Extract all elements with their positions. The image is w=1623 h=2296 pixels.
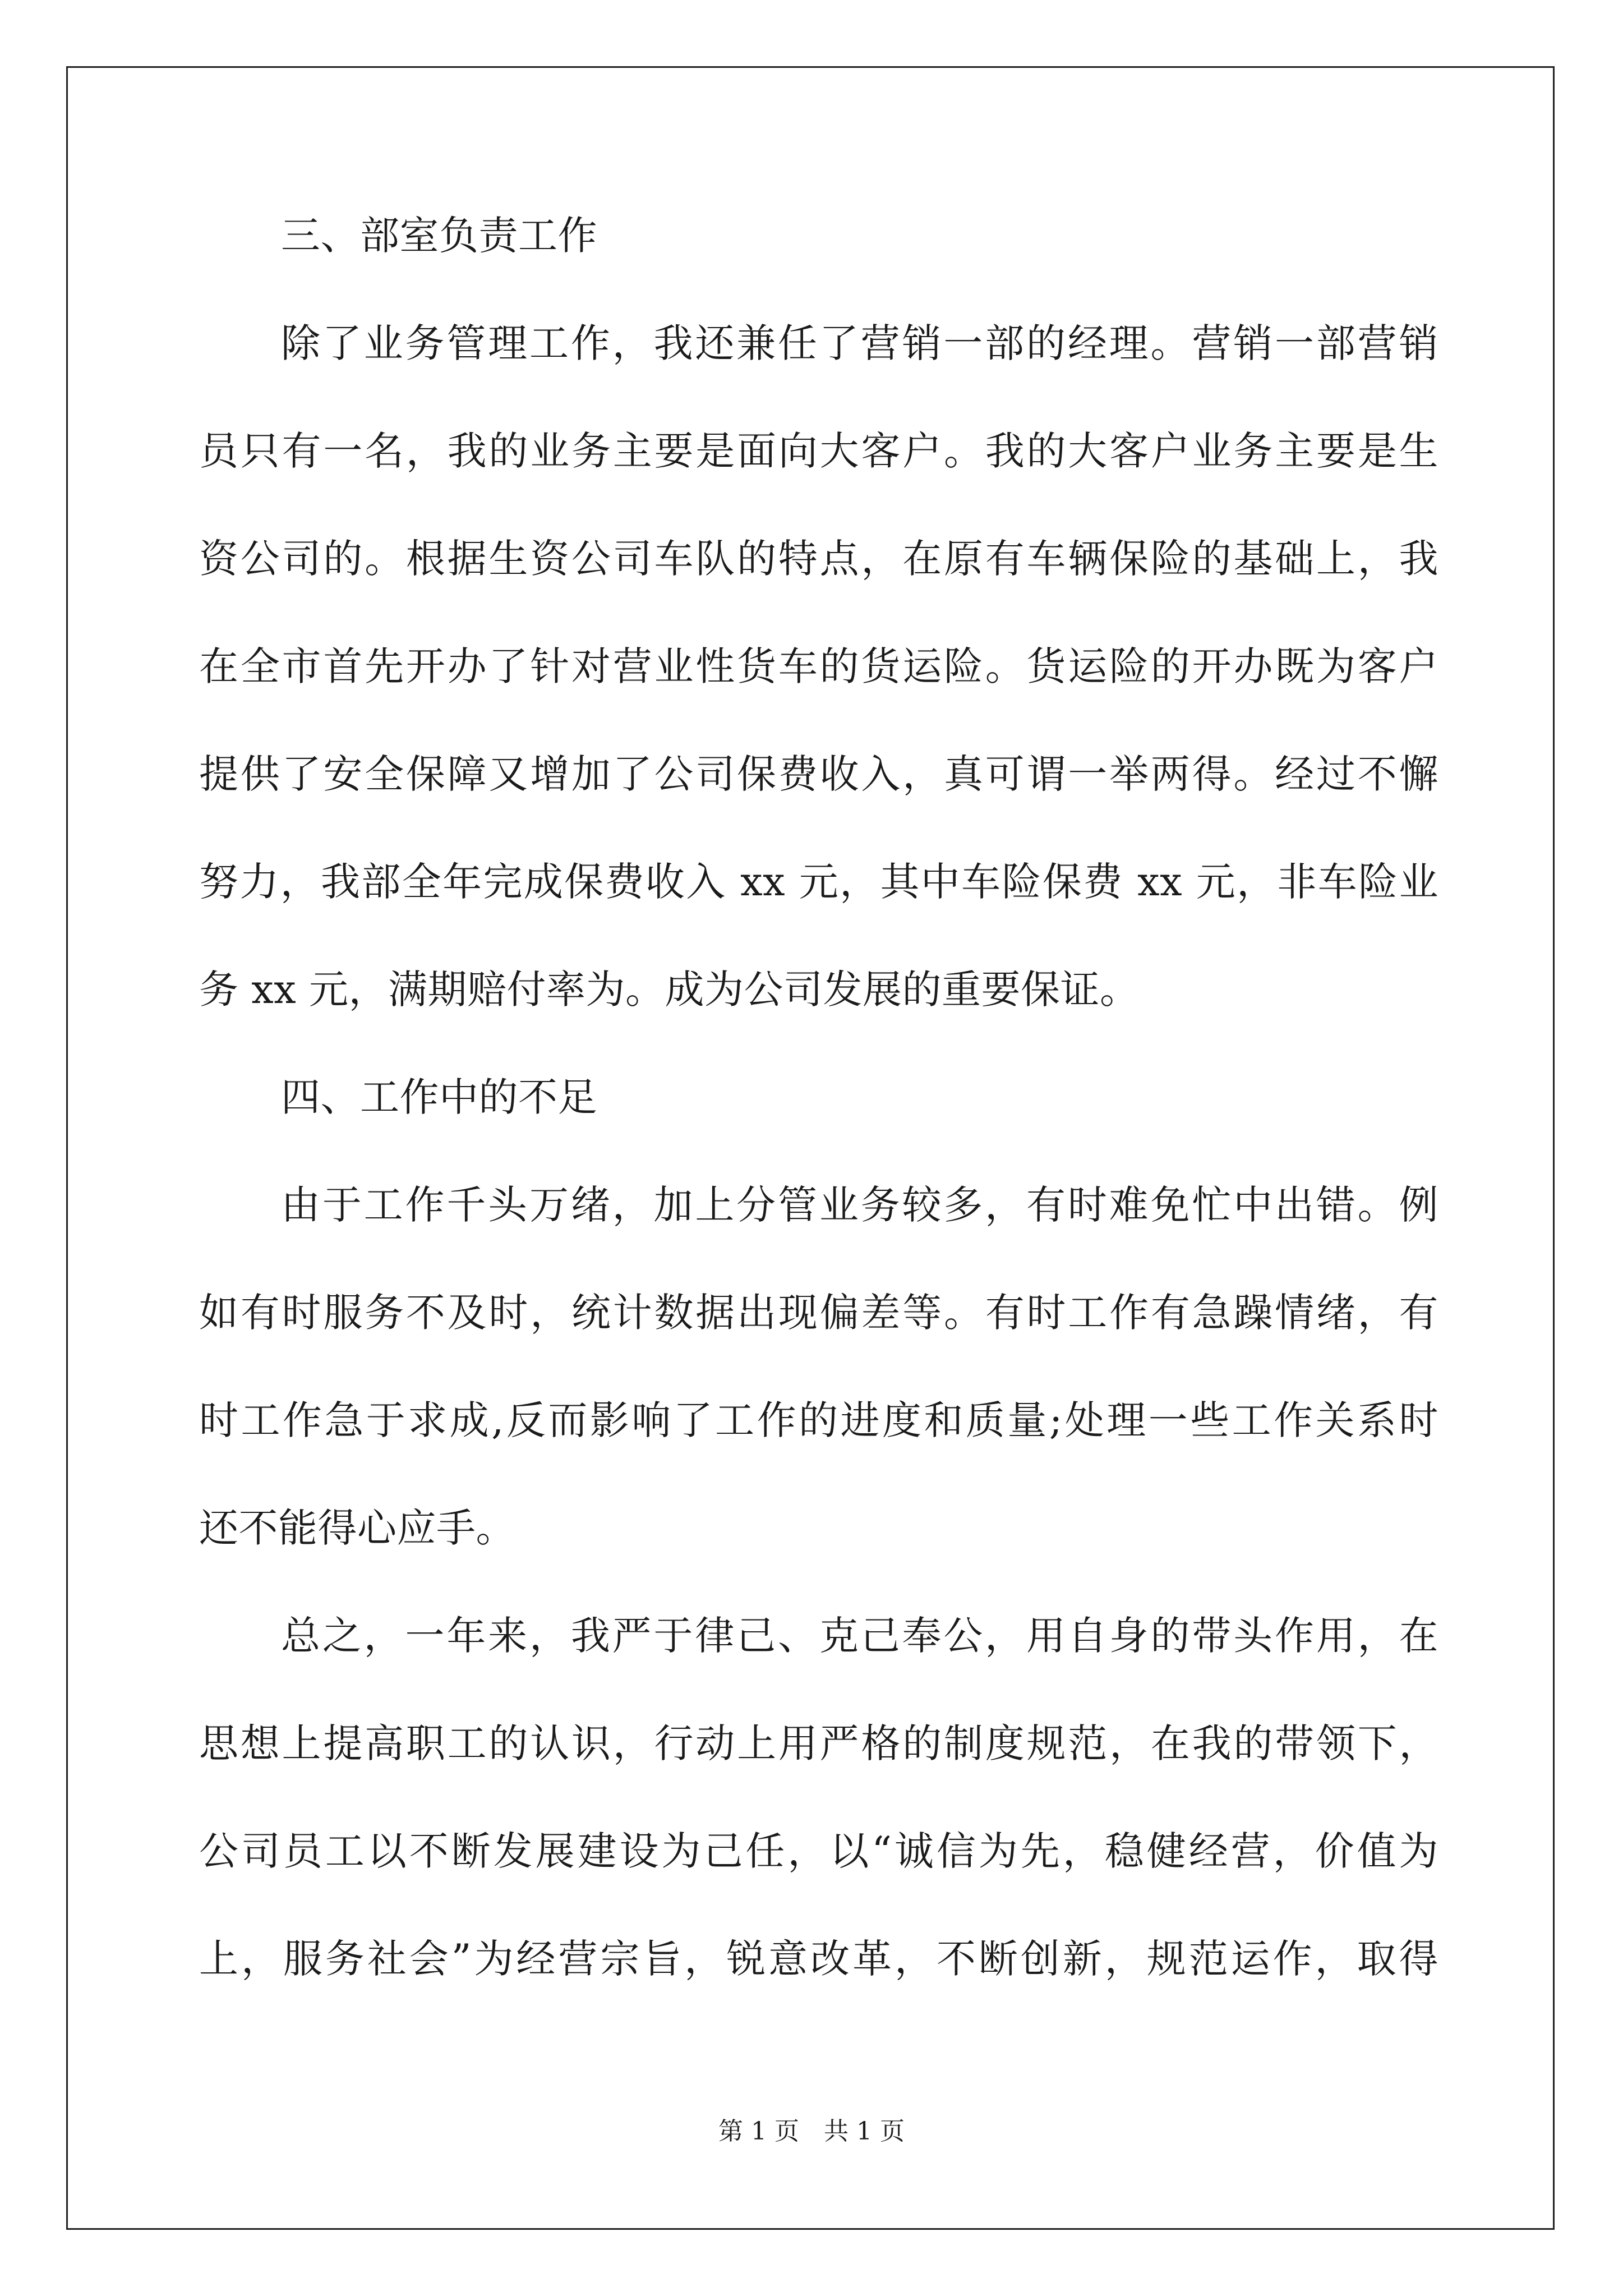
paragraph-line: 在全市首先开办了针对营业性货车的货运险。货运险的开办既为客户 — [199, 643, 1438, 689]
page-footer — [0, 2115, 1623, 2148]
paragraph-line: 由于工作千头万绪，加上分管业务较多，有时难免忙中出错。例 — [281, 1182, 1438, 1228]
paragraph-line: 如有时服务不及时，统计数据出现偏差等。有时工作有急躁情绪，有 — [199, 1290, 1438, 1336]
paragraph-line: 除了业务管理工作，我还兼任了营销一部的经理。营销一部营销 — [281, 320, 1438, 366]
page-total: 共 1 页 — [824, 2117, 905, 2146]
paragraph-line: 总之，一年来，我严于律己、克己奉公，用自身的带头作用，在 — [281, 1613, 1438, 1659]
page-number: 第 1 页 — [718, 2117, 799, 2146]
paragraph-line: 思想上提高职工的认识，行动上用严格的制度规范，在我的带领下， — [199, 1720, 1438, 1766]
paragraph-line: 务 xx 元，满期赔付率为。成为公司发展的重要保证。 — [199, 967, 1140, 1013]
paragraph-line: 员只有一名，我的业务主要是面向大客户。我的大客户业务主要是生 — [199, 428, 1438, 474]
paragraph-line: 努力，我部全年完成保费收入 xx 元，其中车险保费 xx 元，非车险业 — [199, 859, 1438, 905]
page-border — [66, 66, 1555, 2230]
paragraph-line: 资公司的。根据生资公司车队的特点，在原有车辆保险的基础上，我 — [199, 536, 1438, 582]
section-heading-3: 三、部室负责工作 — [281, 213, 597, 259]
paragraph-line: 还不能得心应手。 — [199, 1505, 515, 1551]
paragraph-line: 提供了安全保障又增加了公司保费收入，真可谓一举两得。经过不懈 — [199, 751, 1438, 797]
paragraph-line: 上，服务社会”为经营宗旨，锐意改革，不断创新，规范运作，取得 — [199, 1936, 1438, 1982]
section-heading-4: 四、工作中的不足 — [281, 1074, 597, 1120]
paragraph-line: 公司员工以不断发展建设为己任，以“诚信为先，稳健经营，价值为 — [199, 1828, 1438, 1874]
paragraph-line: 时工作急于求成,反而影响了工作的进度和质量;处理一些工作关系时 — [199, 1397, 1438, 1443]
